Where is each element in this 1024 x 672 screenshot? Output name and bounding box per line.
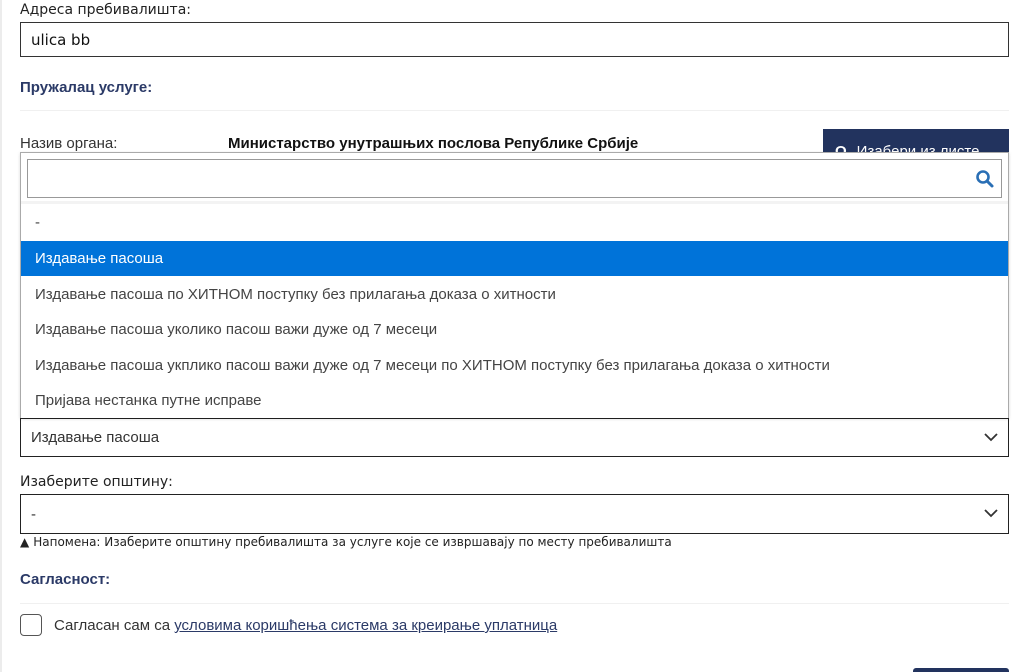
municipality-label: Изаберите општину: (20, 474, 173, 490)
chevron-down-icon (984, 509, 998, 518)
option-label: Издавање пасоша уколико пасош важи дуже од 7 месеци (35, 321, 438, 338)
dropdown-option[interactable] (21, 383, 1008, 418)
divider (20, 110, 1009, 111)
municipality-select[interactable] (20, 494, 1009, 534)
organ-label: Назив органа: (20, 135, 118, 152)
divider (21, 201, 1008, 204)
service-select[interactable] (20, 418, 1009, 457)
dropdown-option[interactable] (21, 348, 1008, 383)
municipality-note-text: Напомена: Изаберите општину пребивалишта за услуге које се извршавају по месту пребивалишта (33, 535, 672, 549)
service-select-value: Издавање пасоша (31, 429, 160, 446)
municipality-note (20, 535, 672, 549)
warning-icon: ▲ (20, 535, 30, 549)
municipality-select-value: - (31, 505, 36, 523)
dropdown-option[interactable] (21, 205, 1008, 240)
option-label: Издавање пасоша (35, 250, 164, 267)
consent-text-prefix: Сагласан сам са (54, 617, 175, 634)
option-label: Издавање пасоша укплико пасош важи дуже од 7 месеци по ХИТНОМ поступку без прилагања доказа о хитности (35, 357, 830, 374)
dropdown-option[interactable] (21, 277, 1008, 312)
option-label: Издавање пасоша по ХИТНОМ поступку без прилагања доказа о хитности (35, 286, 556, 303)
terms-link[interactable]: условима коришћења система за креирање уплатница (174, 617, 558, 634)
consent-text (54, 617, 557, 634)
chevron-down-icon (984, 433, 998, 442)
provider-section-title: Пружалац услуге: (20, 79, 153, 96)
service-dropdown (20, 152, 1009, 418)
address-input[interactable] (20, 22, 1009, 57)
dropdown-option[interactable] (21, 312, 1008, 347)
organ-value: Министарство унутрашњих послова Републике Србије (228, 135, 639, 152)
dropdown-option-selected[interactable] (21, 241, 1008, 276)
option-label: - (35, 214, 40, 231)
address-value: ulica bb (31, 30, 91, 49)
divider (20, 603, 1009, 604)
submit-button[interactable] (913, 668, 1009, 672)
option-label: Пријава нестанка путне исправе (35, 392, 262, 409)
consent-section-title: Сагласност: (20, 571, 111, 588)
dropdown-search-input[interactable] (27, 159, 1002, 198)
search-icon (975, 169, 995, 189)
address-label: Адреса пребивалишта: (20, 2, 192, 18)
consent-checkbox[interactable] (20, 614, 42, 636)
